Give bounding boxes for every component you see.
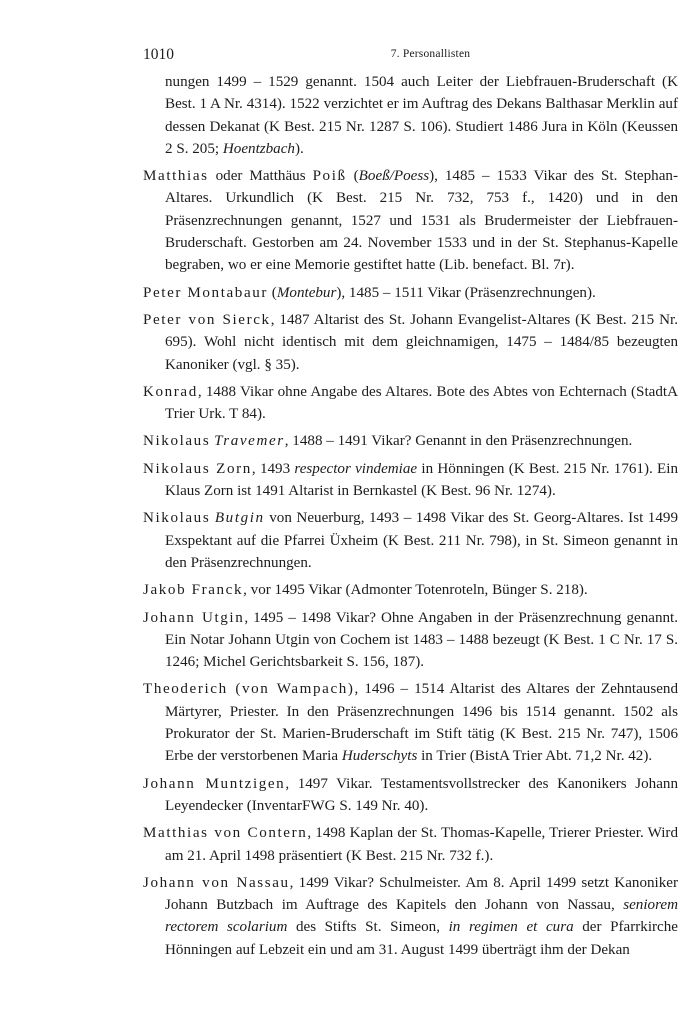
list-entry: Jakob Franck, vor 1495 Vikar (Admonter Totenroteln, Bünger S. 218). xyxy=(143,582,588,599)
list-entry: Johann von Nassau, 1499 Vikar? Schulmeister. Am 8. April 1499 setzt Kanoniker Johann Butzbach im Auftrage des Kapitels den Johann von Nassau, seniorem rectorem scolarium des Stifts St. Simeon, in regimen et cura der Pfarrkirche Hönningen auf Lebzeit ein und am 31. August 1499 überträgt ihm der Dekan xyxy=(143,874,678,958)
list-entry: Matthias oder Matthäus Poiß (Boeß/Poess), 1485 – 1533 Vikar des St. Stephan-Altares. Urkundlich (K Best. 215 Nr. 732, 753 f., 1420) und in den Präsenzrechnungen genannt, 1527 und 1531 als Brudermeister der Liebfrauen-Bruderschaft. Gestorben am 24. November 1533 und in der St. Stephanus-Kapelle begraben, wo er eine Memorie gestiftet hatte (Lib. benefact. Bl. 7r). xyxy=(143,168,678,274)
list-entry: Nikolaus Butgin von Neuerburg, 1493 – 1498 Vikar des St. Georg-Altares. Ist 1499 Exspektant auf die Pfarrei Üxheim (K Best. 211 Nr. 798), in St. Simeon genannt in den Präsenzrechnungen. xyxy=(143,510,678,571)
running-title: 7. Personallisten xyxy=(390,48,471,60)
person-surname: Travemer xyxy=(214,433,285,450)
person-name: Johann Muntzigen xyxy=(143,775,286,792)
person-name: Peter Montabaur xyxy=(143,284,269,301)
list-entry: Konrad, 1488 Vikar ohne Angabe des Altares. Bote des Abtes von Echternach (StadtA Trier Urk. T 84). xyxy=(143,383,678,423)
person-name: Jakob Franck xyxy=(143,582,244,599)
list-entry: Peter Montabaur (Montebur), 1485 – 1511 Vikar (Präsenzrechnungen). xyxy=(143,284,596,301)
page-number: 1010 xyxy=(143,46,174,63)
list-entry: Theoderich (von Wampach), 1496 – 1514 Altarist des Altares der Zehntausend Märtyrer, Priester. In den Präsenzrechnungen 1496 bis 1514 genannt. 1502 als Prokurator der St. Marien-Bruderschaft im Stift tätig (K Best. 215 Nr. 747), 1506 Erbe der verstorbenen Maria Huderschyts in Trier (BistA Trier Abt. 71,2 Nr. 42). xyxy=(143,681,678,765)
person-name: Matthias xyxy=(143,168,209,185)
person-name: Nikolaus xyxy=(143,433,211,450)
list-entry: Johann Utgin, 1495 – 1498 Vikar? Ohne Angaben in der Präsenzrechnung genannt. Ein Notar Johann Utgin von Cochem ist 1483 – 1488 bezeugt (K Best. 1 C Nr. 17 S. 1246; Michel Gerichtsbarkeit S. 156, 187). xyxy=(143,609,679,671)
list-entry: Nikolaus Travemer, 1488 – 1491 Vikar? Genannt in den Präsenzrechnungen. xyxy=(143,433,633,450)
person-name: Nikolaus Zorn xyxy=(143,460,252,477)
page-header xyxy=(143,46,678,68)
personnel-list xyxy=(143,71,678,966)
list-entry: Matthias von Contern, 1498 Kaplan der St. Thomas-Kapelle, Trierer Priester. Wird am 21. April 1498 präsentiert (K Best. 215 Nr. 732 f.). xyxy=(143,825,678,864)
person-name: Konrad xyxy=(143,383,198,400)
list-entry: nungen 1499 – 1529 genannt. 1504 auch Leiter der Liebfrauen-Bruderschaft (K Best. 1 A Nr. 4314). 1522 verzichtet er im Auftrag des Dekans Balthasar Merklin auf dessen Dekanat (K Best. 215 Nr. 1287 S. 106). Studiert 1486 Jura in Köln (Keussen 2 S. 205; Hoentzbach). xyxy=(165,74,678,157)
list-entry: Johann Muntzigen, 1497 Vikar. Testamentsvollstrecker des Kanonikers Johann Leyendecker (InventarFWG S. 149 Nr. 40). xyxy=(143,775,678,814)
person-name: Nikolaus xyxy=(143,510,211,527)
list-entry: Peter von Sierck, 1487 Altarist des St. Johann Evangelist-Altares (K Best. 215 Nr. 695). Wohl nicht identisch mit dem gleichnamigen, 1475 – 1484/85 bezeugten Kanoniker (vgl. § 35). xyxy=(143,311,678,373)
person-name: Peter von Sierck xyxy=(143,311,271,328)
person-name: Theoderich (von Wampach) xyxy=(143,681,355,698)
person-name: Matthias von Contern xyxy=(143,825,308,842)
list-entry: Nikolaus Zorn, 1493 respector vindemiae in Hönningen (K Best. 215 Nr. 1761). Ein Klaus Zorn ist 1491 Altarist in Bernkastel (K Best. 96 Nr. 1274). xyxy=(143,460,678,500)
person-surname: Poiß xyxy=(312,168,347,185)
person-surname: Butgin xyxy=(214,510,265,527)
person-name: Johann Utgin xyxy=(143,609,245,626)
person-name: Johann von Nassau xyxy=(143,874,290,891)
